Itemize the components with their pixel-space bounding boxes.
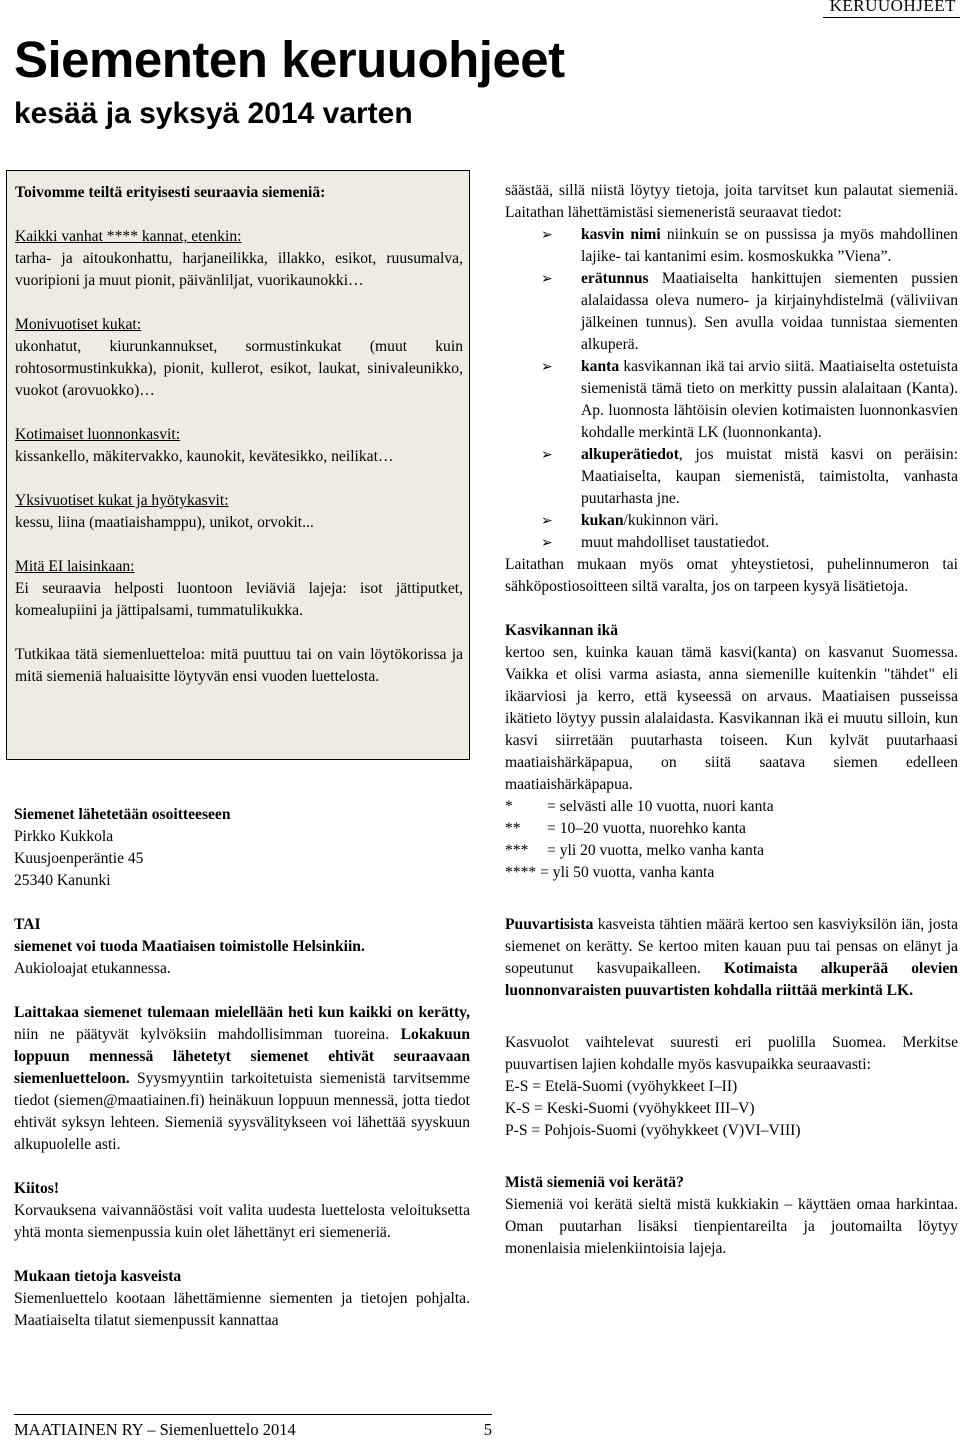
info-text: Siemenluettelo kootaan lähettämienne siementen ja tietojen pohjalta. Maatiaiselta tilatut siemenpussit kannattaa (14, 1290, 470, 1329)
bullet-bold: erätunnus (581, 270, 649, 287)
box-section-text: kissankello, mäkitervakko, kaunokit, kevätesikko, neilikat… (15, 448, 394, 465)
office-note: Aukioloajat etukannessa. (14, 960, 171, 977)
age-text: kertoo sen, kuinka kauan tämä kasvi(kanta) on kasvanut Suomessa. Vaikka et olisi varma asiasta, anna siemenille kuitenkin "tähdet" eli ikäarviosi ja kerro, että kyseessä on arvaus. Maatiaisen pusseissa ikätieto löytyy pussin alalaidasta. Kasvikannan ikä ei muutu silloin, kun kasvi siirretään puutarhasta toiseen. Kun kylvät puutarhaasi maatiaishärkäpapua, on siitä saatava siemen edelleen maatiaishärkäpapua. (505, 644, 958, 793)
box-heading: Toivomme teiltä erityisesti seuraavia siemeniä: (15, 184, 326, 201)
zones-text: Kasvuolot vaihtelevat suuresti eri puolilla Suomea. Merkitse puuvartisen lajien kohdalle myös kasvupaikka seuraavasti: (505, 1034, 958, 1073)
right-column (505, 180, 958, 1260)
star-symbol: ** (505, 820, 521, 837)
address-heading: Siemenet lähetetään osoitteeseen (14, 806, 231, 823)
star-symbol: *** (505, 842, 529, 859)
arrow-bullet-icon: ➢ (541, 271, 553, 287)
footer-text: MAATIAINEN RY – Siemenluettelo 2014 (14, 1420, 296, 1439)
bullet-item (505, 356, 958, 444)
footer (14, 1420, 492, 1440)
box-section-text: kessu, liina (maatiaishamppu), unikot, orvokit... (15, 514, 314, 531)
arrow-bullet-icon: ➢ (541, 535, 553, 551)
box-section-text: ukonhatut, kiurunkannukset, sormustinkukat (muut kuin rohtosormustinkukka), pionit, kullerot, esikot, laukat, sinivaleunikko, vuokot (arovuokko)… (15, 338, 463, 399)
arrow-bullet-icon: ➢ (541, 513, 553, 529)
running-head: KERUUOHJEET (829, 0, 956, 15)
bullet-text: Maatiaiselta hankittujen siementen pussien alalaidassa oleva numero- ja kirjainyhdistelmä (väliviivan jälkeinen tunnus). Sen avulla voidaa tunnistaa siementen alkuperä. (581, 270, 958, 353)
bullet-text: /kukinnon väri. (623, 512, 719, 529)
star-text: = yli 50 vuotta, vanha kanta (540, 864, 715, 881)
box-section-text: tarha- ja aitoukonhattu, harjaneilikka, illakko, esikot, ruusumalva, vuoripioni ja muut pionit, päivänliljat, vuorikaunokki… (15, 250, 463, 289)
send-bold-2: Lokakuun loppuun mennessä lähetetyt siemenet ehtivät seuraavaan siemenluetteloon. (14, 1026, 470, 1087)
arrow-bullet-icon: ➢ (541, 359, 553, 375)
box-section-text: Ei seuraavia helposti luontoon leviäviä lajeja: isot jättiputket, komealupiini ja jättipalsami, tummatulikukka. (15, 580, 463, 619)
header-rule (823, 17, 960, 18)
star-text: = 10–20 vuotta, nuorehko kanta (547, 820, 746, 837)
star-text: = selvästi alle 10 vuotta, nuori kanta (547, 798, 774, 815)
bullet-item (505, 532, 958, 554)
arrow-bullet-icon: ➢ (541, 227, 553, 243)
woody-bold: Puuvartisista (505, 916, 594, 933)
star-text: = yli 20 vuotta, melko vanha kanta (547, 842, 765, 859)
send-text-2: Syysmyyntiin tarkoitetuista siemenistä tarvitsemme tiedot (siemen@maatiainen.fi) heinäkuun loppuun mennessä, jotta tiedot ehtivät syksyn lehteen. Siemeniä syysvälitykseen voi lähettää syyskuun alkupuolelle asti. (14, 1070, 470, 1153)
where-heading: Mistä siemeniä voi kerätä? (505, 1174, 684, 1191)
address-city: 25340 Kanunki (14, 872, 111, 889)
address-name: Pirkko Kukkola (14, 828, 114, 845)
thanks-text: Korvauksena vaivannäöstäsi voit valita uudesta luettelosta veloituksetta yhtä monta siemenpussia kuin olet lähettänyt eri siemeneriä. (14, 1202, 470, 1241)
where-text: Siemeniä voi kerätä sieltä mistä kukkiakin – käyttäen omaa harkintaa. Oman puutarhan lisäksi tienpientareilta ja joutomailta löytyy monenlaisia mielenkiintoisia lajeja. (505, 1196, 958, 1257)
box-section-heading: Yksivuotiset kukat ja hyötykasvit: (15, 492, 229, 509)
bullet-bold: kukan (581, 512, 624, 529)
star-row (505, 862, 958, 884)
bullet-bold: alkuperätiedot (581, 446, 679, 463)
box-section-heading: Mitä EI laisinkaan: (15, 558, 135, 575)
bullet-bold: kasvin nimi (581, 226, 661, 243)
box-section-heading: Monivuotiset kukat: (15, 316, 142, 333)
contact-text: Laitathan mukaan myös omat yhteystietosi, puhelinnumeron tai sähköpostiosoitteen siltä varalta, jos on tarpeen kysyä lisätietoja. (505, 556, 958, 595)
send-paragraph (14, 1002, 470, 1156)
left-column-lower (14, 804, 470, 1332)
star-row (505, 796, 958, 818)
send-text-1: niin ne päätyvät kylvöksiin mahdollisimman tuoreina. (14, 1026, 401, 1043)
star-row (505, 818, 958, 840)
bullet-bold: kanta (581, 358, 620, 375)
bullet-text: kasvikannan ikä tai arvio siitä. Maatiaiselta ostetuista siemenistä tämä tieto on merkitty pussin alalaitaan (Kanta). Ap. luonnosta lähtöisin olevien kotimaisten luonnonkasvien kohdalle merkintä LK (luonnonkanta). (581, 358, 958, 441)
page-title: Siementen keruuohjeet (14, 31, 565, 88)
zone-item: E-S = Etelä-Suomi (vyöhykkeet I–II) (505, 1078, 738, 1095)
info-heading: Mukaan tietoja kasveista (14, 1268, 182, 1285)
woody-paragraph (505, 914, 958, 1002)
page-number: 5 (483, 1420, 492, 1439)
footer-rule (14, 1414, 492, 1415)
send-bold-1: Laittakaa siemenet tulemaan mielellään heti kun kaikki on kerätty, (14, 1004, 470, 1021)
star-symbol: * (505, 798, 513, 815)
info-bullet-list (505, 224, 958, 554)
wish-list-box (6, 170, 470, 760)
bullet-text: muut mahdolliset taustatiedot. (581, 534, 770, 551)
bullet-item (505, 224, 958, 268)
box-section-heading: Kaikki vanhat **** kannat, etenkin: (15, 228, 242, 245)
intro-text: säästää, sillä niistä löytyy tietoja, joita tarvitset kun palautat siemeniä. Laitathan lähettämistäsi siemeneristä seuraavat tiedot: (505, 182, 958, 221)
zone-item: P-S = Pohjois-Suomi (vyöhykkeet (V)VI–VIII) (505, 1122, 801, 1139)
bullet-text: , jos muistat mistä kasvi on peräisin: Maatiaiselta, kaupan siemenistä, taimistolta, vanhasta puutarhasta jne. (581, 446, 958, 507)
box-closing-text: Tutkikaa tätä siemenluetteloa: mitä puuttuu tai on vain löytökorissa ja mitä siemeniä haluaisitte löytyvän ensi vuoden luettelosta. (15, 646, 463, 685)
arrow-bullet-icon: ➢ (541, 447, 553, 463)
woody-text: kasveista tähtien määrä kertoo sen kasviyksilön iän, josta siemenet on kerätty. Se kertoo miten kauan puu tai pensas on elänyt ja sopeutunut kasvupaikalleen. (505, 916, 958, 977)
thanks-heading: Kiitos! (14, 1180, 60, 1197)
bullet-item (505, 444, 958, 510)
bullet-item (505, 268, 958, 356)
address-street: Kuusjoenperäntie 45 (14, 850, 144, 867)
bullet-item (505, 510, 958, 532)
woody-bold-2: Kotimaista alkuperää olevien luonnonvaraisten puuvartisten kohdalla riittää merkintä LK. (505, 960, 958, 999)
or-label: TAI (14, 916, 41, 933)
star-row (505, 840, 958, 862)
bullet-text: niinkuin se on pussissa ja myös mahdollinen lajike- tai kantanimi esim. kosmoskukka ”Viena”. (581, 226, 958, 265)
zone-item: K-S = Keski-Suomi (vyöhykkeet III–V) (505, 1100, 755, 1117)
office-text: siemenet voi tuoda Maatiaisen toimistolle Helsinkiin. (14, 938, 365, 955)
page-subtitle: kesää ja syksyä 2014 varten (14, 97, 413, 130)
star-symbol: **** (505, 864, 537, 881)
box-section-heading: Kotimaiset luonnonkasvit: (15, 426, 181, 443)
age-heading: Kasvikannan ikä (505, 622, 619, 639)
